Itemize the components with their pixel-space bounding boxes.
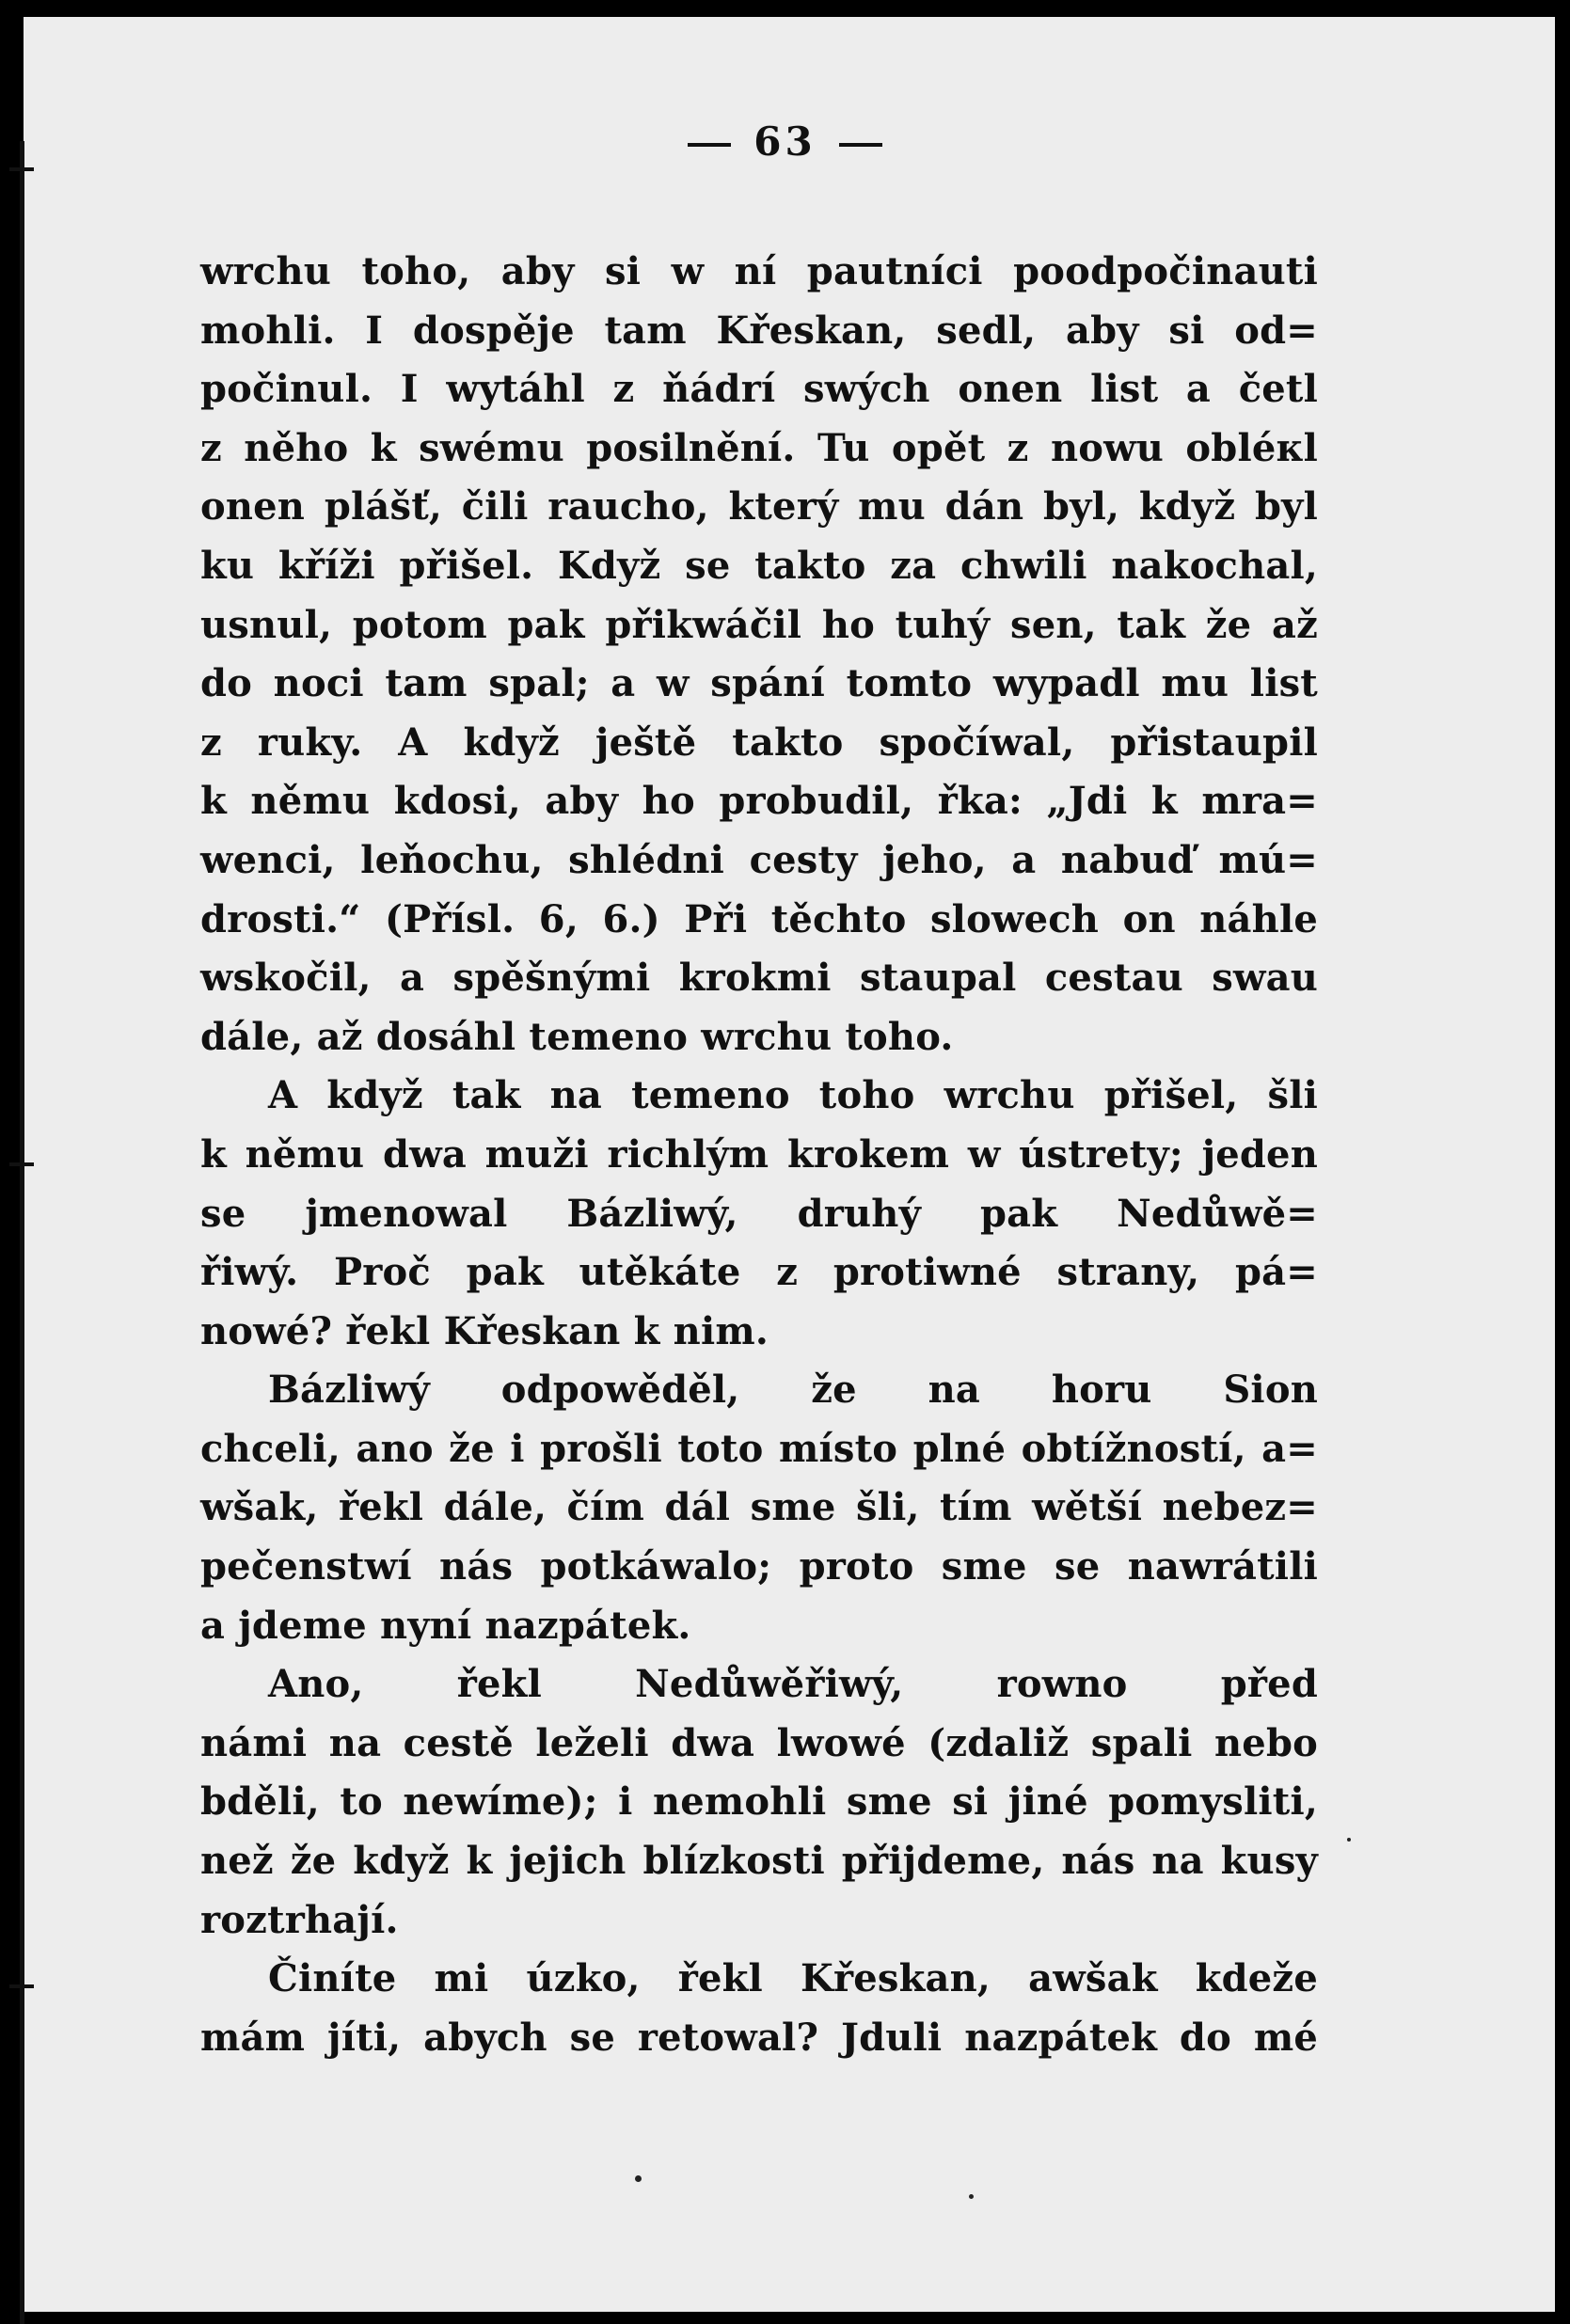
text-line: bděli, to newíme); i nemohli sme si jiné pomysliti, [200, 1779, 1318, 1825]
text-line: do noci tam spal; a w spání tomto wypadl mu list [200, 661, 1318, 706]
text-line: A když tak na temeno toho wrchu přišel, šli [268, 1073, 1318, 1118]
text-line: z ruky. A když ještě takto spočíwal, přistaupil [200, 719, 1318, 765]
text-line: k němu kdosi, aby ho probudil, řka: „Jdi k mra= [200, 779, 1318, 824]
text-line: wšak, řekl dále, čím dál sme šli, tím wětší nebez= [200, 1485, 1318, 1530]
page-number: 63 [753, 119, 817, 165]
ink-speck [635, 2175, 642, 2182]
text-line: onen plášť, čili raucho, který mu dán byl, když byl [200, 484, 1318, 530]
text-line: dále, až dosáhl temeno wrchu toho. [200, 1014, 954, 1059]
text-line: a jdeme nyní nazpátek. [200, 1603, 691, 1648]
text-line: počinul. I wytáhl z ňádrí swých onen list a četl [200, 367, 1318, 412]
header-dash-left [688, 143, 731, 147]
binding-mark [9, 1162, 34, 1166]
text-line: pečenstwí nás potkáwalo; proto sme se nawrátili [200, 1544, 1318, 1589]
text-line: nowé? řekl Křeskan k nim. [200, 1308, 769, 1353]
text-line: Bázliwý odpowěděl, že na horu Sion [268, 1368, 1318, 1413]
binding-mark [9, 167, 34, 171]
ink-speck [1347, 1838, 1351, 1842]
text-line: námi na cestě leželi dwa lwowé (zdaliž spali nebo [200, 1720, 1318, 1765]
text-line: wenci, leňochu, shlédni cesty jeho, a nabuď mú= [200, 837, 1318, 882]
text-line: z něho k swému posilnění. Tu opět z nowu obléкl [200, 425, 1318, 470]
page-header [0, 119, 1570, 165]
text-line: se jmenowal Bázliwý, druhý pak Nedůwě= [200, 1191, 1318, 1236]
body-text [200, 243, 1318, 2067]
text-line: roztrhají. [200, 1897, 399, 1942]
text-line: mám jíti, abych se retowal? Jduli nazpátek do mé [200, 2015, 1318, 2060]
ink-speck [969, 2194, 974, 2199]
text-line: wrchu toho, aby si w ní pautníci poodpočinauti [200, 249, 1318, 293]
text-line: k němu dwa muži richlým krokem w ústrety; jeden [200, 1131, 1318, 1177]
binding-edge [20, 141, 24, 2324]
text-line: řiwý. Proč pak utěkáte z protiwné strany, pá= [200, 1250, 1318, 1295]
text-line: wskočil, a spěšnými krokmi staupal cestau swau [200, 956, 1318, 1001]
text-line: ku kříži přišel. Když se takto za chwili nakochal, [200, 543, 1318, 588]
text-line: Ano, řekl Nedůwěřiwý, rowno před [268, 1662, 1318, 1707]
text-line: mohli. I dospěje tam Křeskan, sedl, aby si od= [200, 308, 1318, 353]
text-line: než že když k jejich blízkosti přijdeme, nás na kusy [200, 1839, 1318, 1884]
header-dash-right [839, 143, 882, 147]
text-line: chceli, ano že i prošli toto místo plné obtížností, a= [200, 1426, 1318, 1471]
text-line: drosti.“ (Přísl. 6, 6.) Při těchto slowech on náhle [200, 896, 1318, 941]
text-line: Činíte mi úzko, řekl Křeskan, awšak kdeže [268, 1956, 1318, 2001]
text-line: usnul, potom pak přikwáčil ho tuhý sen, tak že až [200, 602, 1318, 647]
binding-mark [9, 1984, 34, 1988]
